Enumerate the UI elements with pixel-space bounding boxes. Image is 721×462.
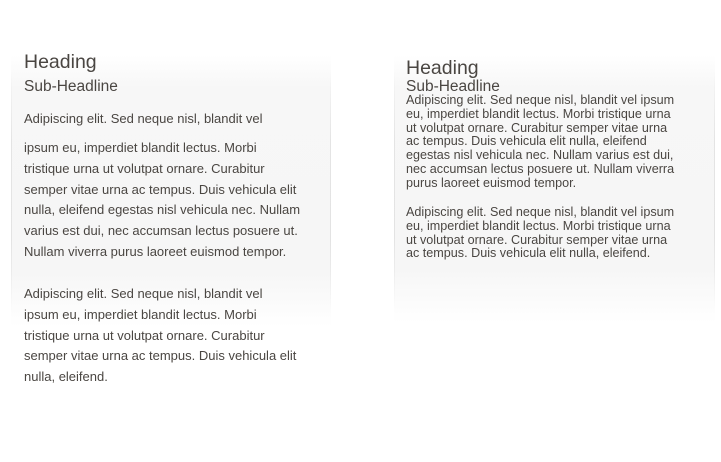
- text-line: Adipiscing elit. Sed neque nisl, blandit vel ipsum: [406, 93, 675, 107]
- text-line: ut volutpat ornare. Curabitur semper vitae urna: [406, 120, 668, 135]
- text-line: Nullam viverra purus laoreet euismod tempor.: [24, 243, 287, 259]
- text-line: semper vitae urna ac tempus. Duis vehicula elit: [24, 348, 297, 364]
- text-line: tristique urna ut volutpat ornare. Curabitur: [24, 160, 265, 176]
- text-line: ut volutpat ornare. Curabitur semper vitae urna: [406, 232, 668, 247]
- text-line: ipsum eu, imperdiet blandit lectus. Morbi: [24, 306, 257, 322]
- text-line: ipsum eu, imperdiet blandit lectus. Morbi: [24, 140, 257, 155]
- text-line: purus laoreet euismod tempor.: [406, 175, 577, 190]
- text-line: nulla, eleifend.: [24, 369, 108, 385]
- right-paragraph1: [406, 94, 674, 191]
- text-line: nec accumsan lectus posuere ut. Nullam viverra: [406, 161, 675, 176]
- left-heading: Heading: [24, 51, 97, 73]
- text-line: ac tempus. Duis vehicula elit nulla, eleifend.: [406, 246, 651, 261]
- right-heading: Heading: [406, 57, 479, 79]
- right-paragraph2: [406, 206, 674, 261]
- text-line: eu, imperdiet blandit lectus. Morbi tristique urna: [406, 106, 671, 121]
- right-subheadline: Sub-Headline: [406, 78, 500, 95]
- text-line: varius est dui, nec accumsan lectus posuere ut.: [24, 223, 298, 239]
- text-line: tristique urna ut volutpat ornare. Curabitur: [24, 327, 265, 343]
- text-line: semper vitae urna ac tempus. Duis vehicula elit: [24, 181, 297, 197]
- text-line: nulla, eleifend egestas nisl vehicula nec. Nullam: [24, 202, 301, 218]
- left-subheadline: Sub-Headline: [24, 78, 118, 95]
- text-line: Adipiscing elit. Sed neque nisl, blandit vel ipsum: [406, 205, 675, 219]
- text-line: Adipiscing elit. Sed neque nisl, blandit vel: [24, 286, 263, 301]
- left-paragraph1: [24, 138, 300, 263]
- text-line: ac tempus. Duis vehicula elit nulla, eleifend: [406, 134, 647, 149]
- left-paragraph2: [24, 284, 296, 388]
- text-line: egestas nisl vehicula nec. Nullam varius est dui,: [406, 148, 674, 163]
- left-paragraph1-first-line: [24, 109, 262, 130]
- text-line: Adipiscing elit. Sed neque nisl, blandit vel: [24, 111, 263, 126]
- text-line: eu, imperdiet blandit lectus. Morbi tristique urna: [406, 218, 671, 233]
